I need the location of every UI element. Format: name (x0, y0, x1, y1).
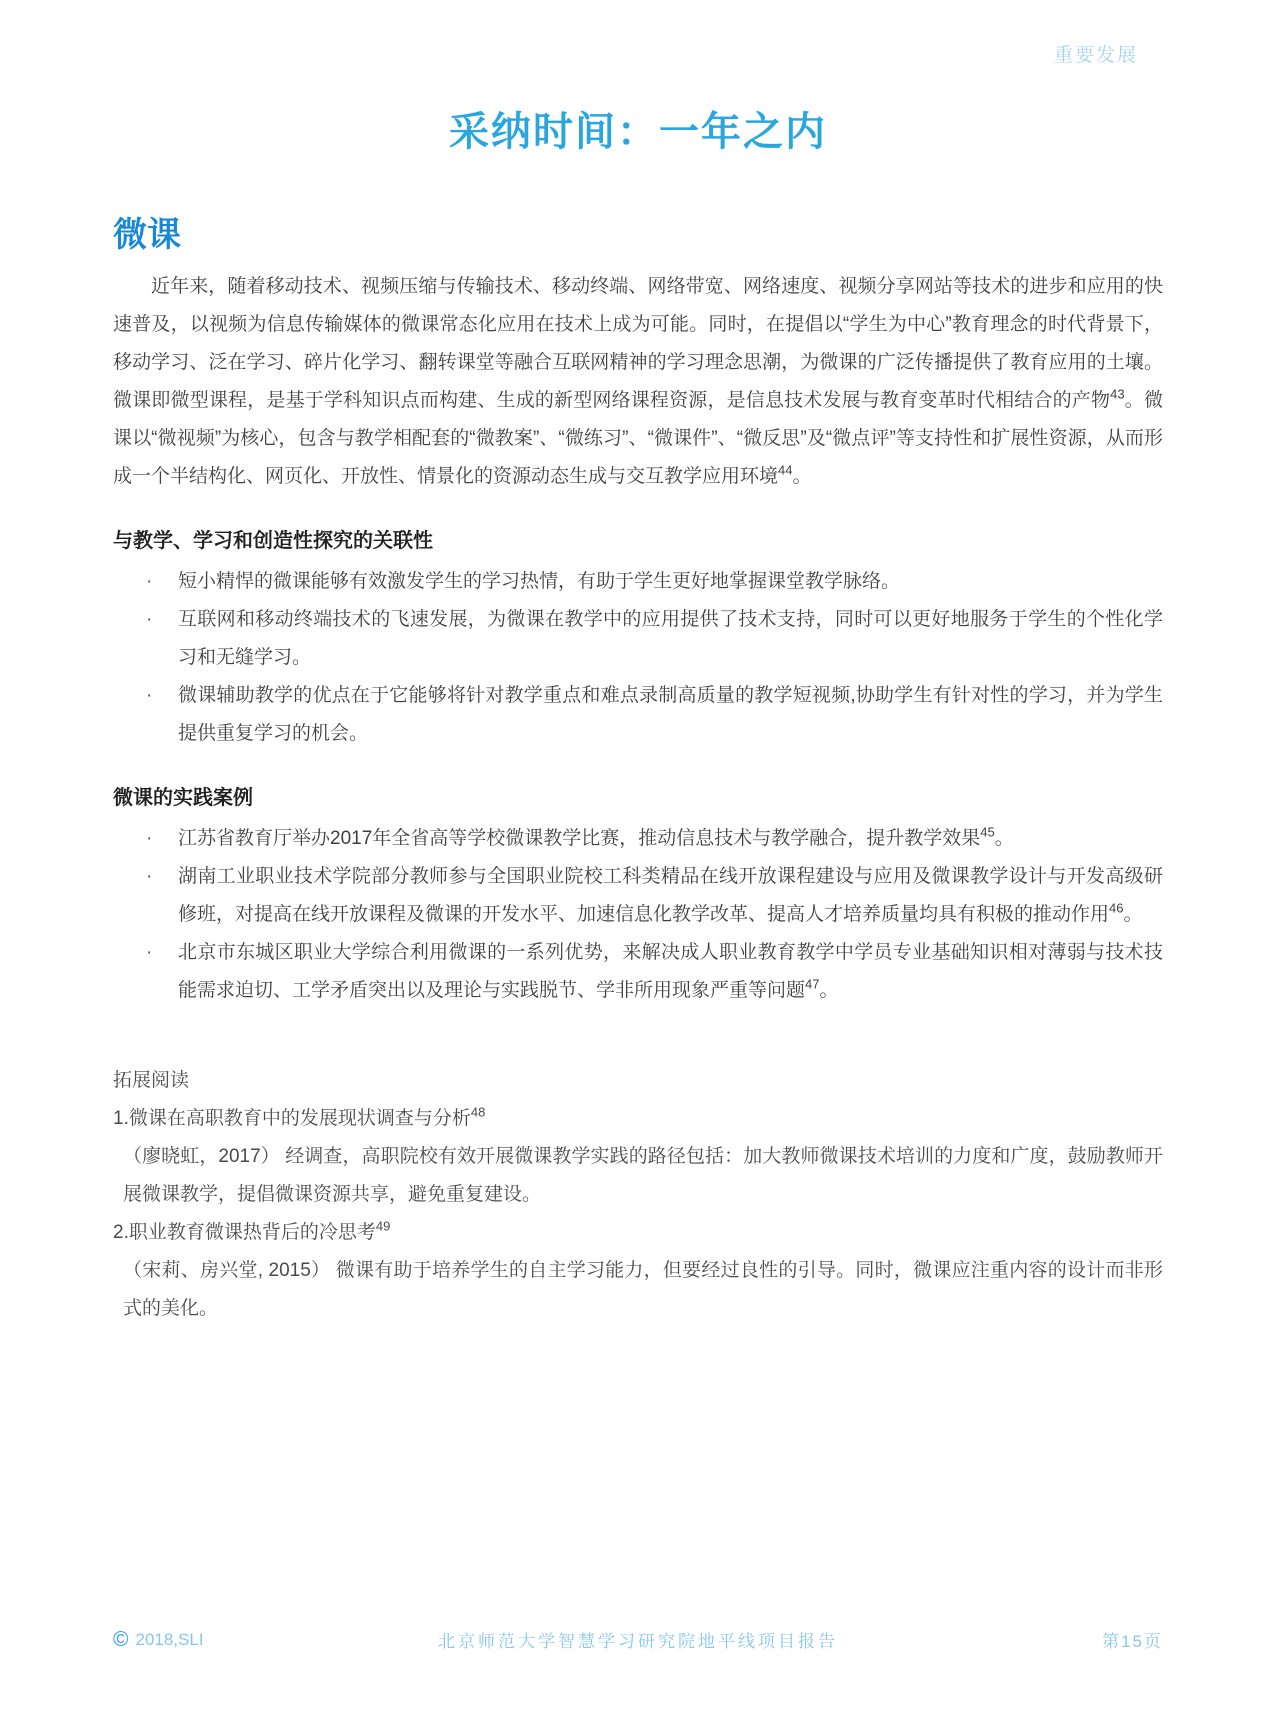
footer-report-title: 北京师范大学智慧学习研究院地平线项目报告 (438, 1632, 838, 1651)
page-title: 采纳时间：一年之内 (449, 110, 827, 154)
footnote-ref-46: 46 (1109, 900, 1124, 916)
list-item-text: 江苏省教育厅举办2017年全省高等学校微课教学比赛，推动信息技术与教学融合，提升教学效果 (178, 828, 981, 849)
list-item-tail: 。 (994, 828, 1014, 849)
footnote-ref-45: 45 (980, 824, 995, 840)
list-item (113, 677, 1163, 753)
footer-copyright-text: 2018,SLI (135, 1629, 204, 1649)
reading-title-text: 2.职业教育微课热背后的冷思考 (113, 1222, 376, 1243)
intro-text-3: 。 (792, 466, 812, 487)
list-item (113, 563, 1163, 601)
footnote-ref-43: 43 (1110, 386, 1125, 402)
footer-copyright (113, 1629, 376, 1650)
list-item (113, 934, 1163, 1010)
extended-reading-section (113, 1062, 1163, 1328)
list-item (113, 858, 1163, 934)
reading-title-text: 1.微课在高职教育中的发展现状调查与分析 (113, 1108, 471, 1129)
list-item-text: 微课辅助教学的优点在于它能够将针对教学重点和难点录制高质量的教学短视频,协助学生有针对性的学习，并为学生提供重复学习的机会。 (178, 685, 1163, 744)
list-item (113, 601, 1163, 677)
footer-page-number: 第15页 (1102, 1632, 1163, 1651)
footnote-ref-48: 48 (470, 1104, 486, 1120)
list-item-tail: 。 (819, 980, 839, 1001)
intro-text-2: 。微课以“微视频”为核心，包含与教学相配套的“微教案”、“微练习”、“微课件”、“微反思”及“微点评”等支持性和扩展性资源，从而形成一个半结构化、网页化、开放性、情景化的资源动态生成与交互教学应用环境 (113, 390, 1163, 487)
section-title: 微课 (113, 216, 181, 254)
extended-reading-heading: 拓展阅读 (113, 1070, 190, 1091)
page-header-tag: 重要发展 (1053, 45, 1138, 66)
footnote-ref-44: 44 (778, 462, 793, 478)
list-item-tail: 。 (1123, 904, 1143, 925)
reading-item-title (113, 1214, 1163, 1252)
relevance-heading: 与教学、学习和创造性探究的关联性 (113, 530, 433, 552)
copyright-icon: © (113, 1628, 129, 1651)
relevance-list (113, 563, 1163, 753)
list-item-text: 北京市东城区职业大学综合利用微课的一系列优势，来解决成人职业教育教学中学员专业基础知识相对薄弱与技术技能需求迫切、工学矛盾突出以及理论与实践脱节、学非所用现象严重等问题 (178, 942, 1163, 1001)
list-item (113, 820, 1163, 858)
list-item-text: 湖南工业职业技术学院部分教师参与全国职业院校工科类精品在线开放课程建设与应用及微课教学设计与开发高级研修班，对提高在线开放课程及微课的开发水平、加速信息化教学改革、提高人才培养质量均具有积极的推动作用 (178, 866, 1163, 925)
footnote-ref-47: 47 (805, 976, 820, 992)
list-item-text: 短小精悍的微课能够有效激发学生的学习热情，有助于学生更好地掌握课堂教学脉络。 (178, 571, 901, 592)
reading-item-body: （宋莉、房兴堂, 2015） 微课有助于培养学生的自主学习能力，但要经过良性的引导。同时，微课应注重内容的设计而非形式的美化。 (123, 1260, 1163, 1319)
practice-heading: 微课的实践案例 (113, 787, 253, 809)
page-footer (113, 1627, 1163, 1652)
reading-item-title (113, 1100, 1163, 1138)
intro-text-1: 近年来，随着移动技术、视频压缩与传输技术、移动终端、网络带宽、网络速度、视频分享网站等技术的进步和应用的快速普及，以视频为信息传输媒体的微课常态化应用在技术上成为可能。同时，在提倡以“学生为中心”教育理念的时代背景下，移动学习、泛在学习、碎片化学习、翻转课堂等融合互联网精神的学习理念思潮，为微课的广泛传播提供了教育应用的土壤。微课即微型课程，是基于学科知识点而构建、生成的新型网络课程资源，是信息技术发展与教育变革时代相结合的产物 (113, 276, 1163, 411)
reading-item-body: （廖晓虹，2017） 经调查，高职院校有效开展微课教学实践的路径包括：加大教师微课技术培训的力度和广度，鼓励教师开展微课教学，提倡微课资源共享，避免重复建设。 (123, 1146, 1163, 1205)
practice-list (113, 820, 1163, 1010)
list-item-text: 互联网和移动终端技术的飞速发展，为微课在教学中的应用提供了技术支持，同时可以更好地服务于学生的个性化学习和无缝学习。 (178, 609, 1163, 668)
intro-paragraph (113, 268, 1163, 496)
footnote-ref-49: 49 (375, 1218, 391, 1234)
